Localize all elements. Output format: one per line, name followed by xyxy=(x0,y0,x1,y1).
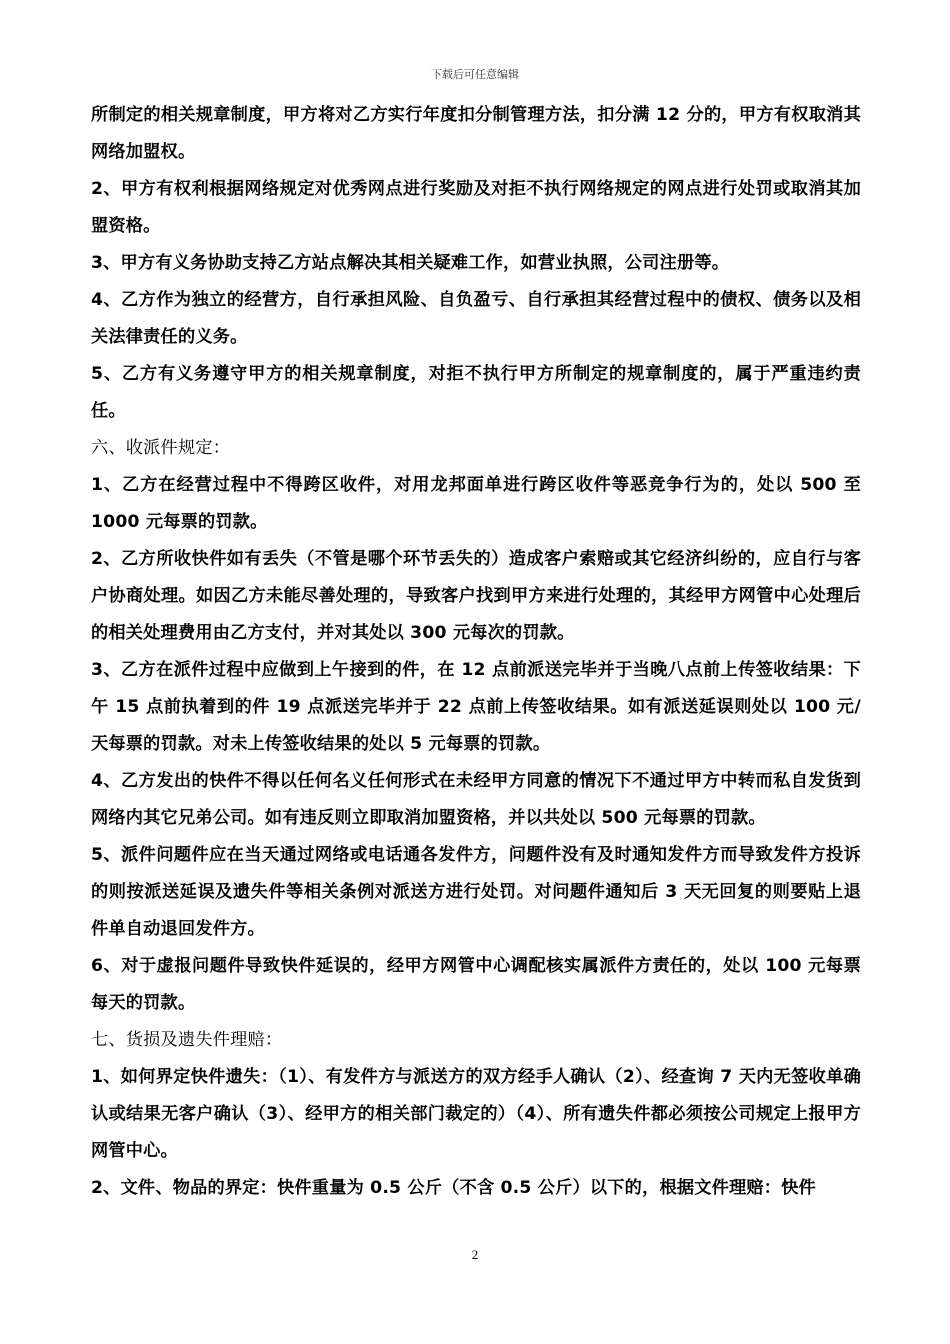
paragraph: 3、乙方在派件过程中应做到上午接到的件，在 12 点前派送完毕并于当晚八点前上传签收结果：下午 15 点前执着到的件 19 点派送完毕并于 22 点前上传签收结果。如有派送延误则处以 100 元/天每票的罚款。对未上传签收结果的处以 5 元每票的罚款。 xyxy=(91,660,861,754)
page-header: 下载后可任意编辑 xyxy=(431,68,519,81)
section-heading: 六、收派件规定： xyxy=(91,438,231,458)
paragraph: 所制定的相关规章制度，甲方将对乙方实行年度扣分制管理方法，扣分满 12 分的，甲方有权取消其网络加盟权。 xyxy=(91,105,861,162)
paragraph: 4、乙方作为独立的经营方，自行承担风险、自负盈亏、自行承担其经营过程中的债权、债务以及相关法律责任的义务。 xyxy=(91,290,861,347)
paragraph: 4、乙方发出的快件不得以任何名义任何形式在未经甲方同意的情况下不通过甲方中转而私自发货到网络内其它兄弟公司。如有违反则立即取消加盟资格，并以共处以 500 元每票的罚款。 xyxy=(91,771,861,828)
paragraph: 5、乙方有义务遵守甲方的相关规章制度，对拒不执行甲方所制定的规章制度的，属于严重违约责任。 xyxy=(91,364,861,421)
paragraph: 5、派件问题件应在当天通过网络或电话通各发件方，问题件没有及时通知发件方而导致发件方投诉的则按派送延误及遗失件等相关条例对派送方进行处罚。对问题件通知后 3 天无回复的则要贴上退件单自动退回发件方。 xyxy=(91,845,861,939)
paragraph: 6、对于虚报问题件导致快件延误的，经甲方网管中心调配核实属派件方责任的，处以 100 元每票每天的罚款。 xyxy=(91,956,861,1013)
section-heading: 七、货损及遗失件理赔： xyxy=(91,1030,283,1050)
page-number: 2 xyxy=(471,1247,479,1262)
paragraph: 2、文件、物品的界定：快件重量为 0.5 公斤（不含 0.5 公斤）以下的，根据文件理赔：快件 xyxy=(91,1178,816,1198)
paragraph: 3、甲方有义务协助支持乙方站点解决其相关疑难工作，如营业执照，公司注册等。 xyxy=(91,253,730,273)
paragraph: 2、甲方有权利根据网络规定对优秀网点进行奖励及对拒不执行网络规定的网点进行处罚或取消其加盟资格。 xyxy=(91,179,861,236)
paragraph: 1、如何界定快件遗失：（1）、有发件方与派送方的双方经手人确认（2）、经查询 7 天内无签收单确认或结果无客户确认（3）、经甲方的相关部门裁定的）（4）、所有遗失件都必须按公司规定上报甲方网管中心。 xyxy=(91,1067,861,1161)
document-body xyxy=(91,97,861,1207)
paragraph: 2、乙方所收快件如有丢失（不管是哪个环节丢失的）造成客户索赔或其它经济纠纷的，应自行与客户协商处理。如因乙方未能尽善处理的，导致客户找到甲方来进行处理的，其经甲方网管中心处理后的相关处理费用由乙方支付，并对其处以 300 元每次的罚款。 xyxy=(91,549,861,643)
paragraph: 1、乙方在经营过程中不得跨区收件，对用龙邦面单进行跨区收件等恶竞争行为的，处以 500 至 1000 元每票的罚款。 xyxy=(91,475,861,532)
